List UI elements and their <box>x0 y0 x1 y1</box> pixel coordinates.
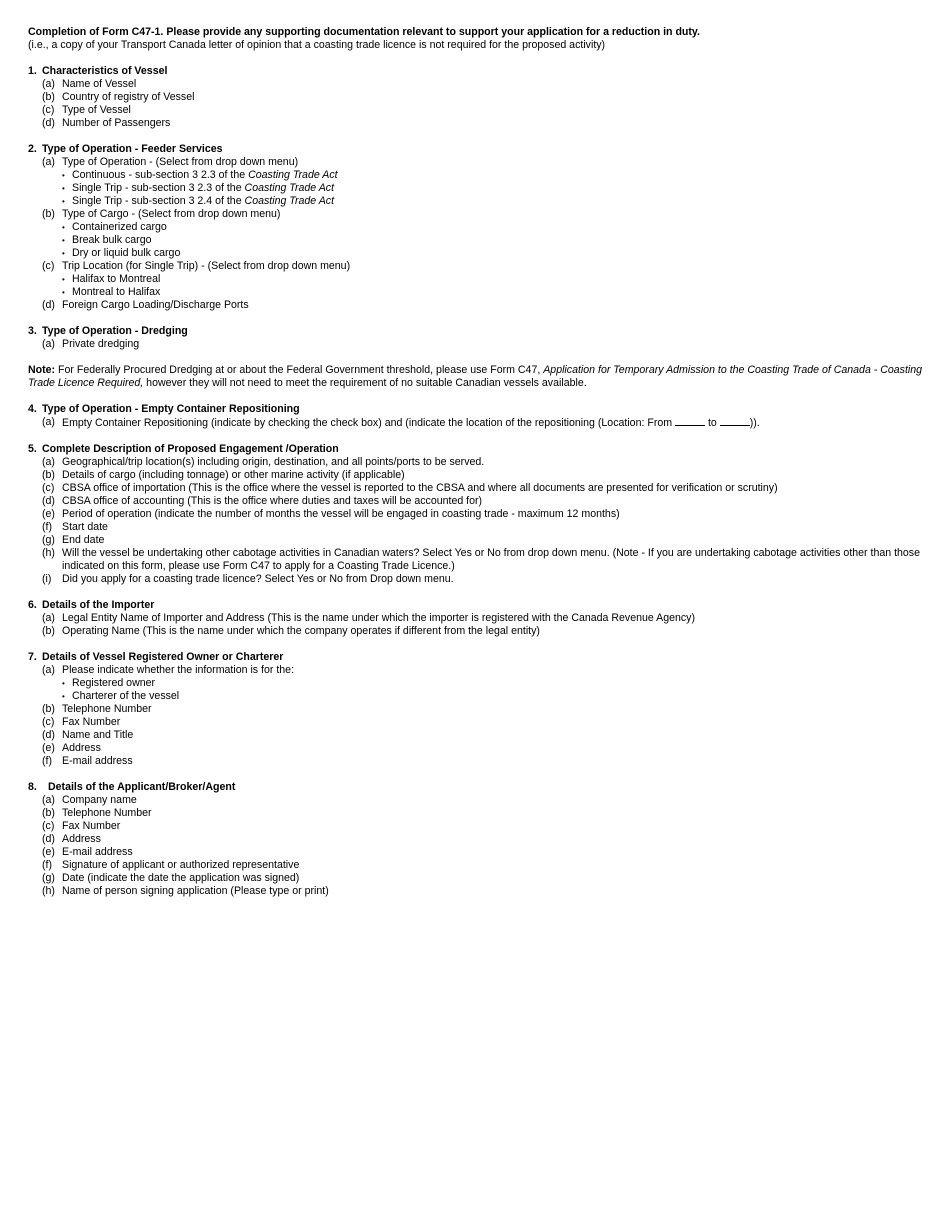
bullet-item: • Charterer of the vessel <box>28 690 930 703</box>
section-title: 7. Details of Vessel Registered Owner or Charterer <box>28 651 284 663</box>
list-item: (b) Details of cargo (including tonnage) or other marine activity (if applicable) <box>42 469 405 481</box>
section-title: 3. Type of Operation - Dredging <box>28 325 188 337</box>
bullet-item: • Containerized cargo <box>28 221 930 234</box>
list-item: (c) Trip Location (for Single Trip) - (Select from drop down menu) <box>42 260 351 272</box>
section-vessel-characteristics <box>28 65 930 130</box>
list-item: (a) Please indicate whether the information is for the: <box>42 664 295 676</box>
list-item: (f) Start date <box>42 521 108 533</box>
blank-line <box>675 416 705 426</box>
bullet-item: • Montreal to Halifax <box>28 286 930 299</box>
list-item: (h) Name of person signing application (Please type or print) <box>42 885 329 897</box>
list-item: (a) Company name <box>42 794 137 806</box>
intro-lead: Completion of Form C47-1. Please provide any supporting documentation relevant to support your application for a reduction in duty. <box>28 26 700 38</box>
list-item: (e) Period of operation (indicate the number of months the vessel will be engaged in coasting trade - maximum 12 months) <box>42 508 620 520</box>
section-title: 2. Type of Operation - Feeder Services <box>28 143 223 155</box>
list-item: (b) Operating Name (This is the name under which the company operates if different from the legal entity) <box>42 625 540 637</box>
bullet-item: • Break bulk cargo <box>28 234 930 247</box>
list-item: (f) Signature of applicant or authorized representative <box>42 859 300 871</box>
section-title: 8. Details of the Applicant/Broker/Agent <box>28 781 236 793</box>
blank-line <box>720 416 750 426</box>
bullet-item: • Continuous - sub-section 3 2.3 of the Coasting Trade Act <box>28 169 930 182</box>
list-item: (d) Number of Passengers <box>42 117 171 129</box>
section-proposed-engagement <box>28 443 930 586</box>
list-item: (g) Date (indicate the date the application was signed) <box>42 872 300 884</box>
list-item: (d) CBSA office of accounting (This is the office where duties and taxes will be accounted for) <box>42 495 483 507</box>
list-item: (f) E-mail address <box>42 755 133 767</box>
bullet-item: • Halifax to Montreal <box>28 273 930 286</box>
list-item: (a) Type of Operation - (Select from drop down menu) <box>42 156 299 168</box>
list-item: (d) Foreign Cargo Loading/Discharge Ports <box>42 299 249 311</box>
list-item: (e) E-mail address <box>42 846 133 858</box>
section-vessel-owner <box>28 651 930 768</box>
section-title: 4. Type of Operation - Empty Container Repositioning <box>28 403 300 415</box>
list-item: (e) Address <box>42 742 101 754</box>
list-item: (c) Fax Number <box>42 820 121 832</box>
dredging-note: Note: For Federally Procured Dredging at or about the Federal Government threshold, please use Form C47, Application for Temporary Admission to the Coasting Trade of Canada - Coasting Trade Licence Required, however they will not need to meet the requirement of no suitable Canadian vessels available. <box>28 364 923 389</box>
list-item: (b) Country of registry of Vessel <box>42 91 195 103</box>
intro <box>28 26 930 52</box>
section-importer <box>28 599 930 638</box>
list-item: (g) End date <box>42 534 105 546</box>
section-title: 5. Complete Description of Proposed Engagement /Operation <box>28 443 339 455</box>
bullet-item: • Single Trip - sub-section 3 2.3 of the Coasting Trade Act <box>28 182 930 195</box>
list-item: (c) CBSA office of importation (This is the office where the vessel is reported to the CBSA and where all documents are presented for verification or scrutiny) <box>42 482 778 494</box>
list-item: (b) Telephone Number <box>42 807 152 819</box>
list-item: (c) Type of Vessel <box>42 104 131 116</box>
list-item: (a) Private dredging <box>42 338 140 350</box>
section-feeder-services <box>28 143 930 312</box>
list-item: (a) Empty Container Repositioning (indicate by checking the check box) and (indicate the location of the repositioning (Location: From to )). <box>42 416 760 429</box>
section-title: 6. Details of the Importer <box>28 599 155 611</box>
bullet-item: • Registered owner <box>28 677 930 690</box>
bullet-item: • Single Trip - sub-section 3 2.4 of the Coasting Trade Act <box>28 195 930 208</box>
list-item: (a) Geographical/trip location(s) including origin, destination, and all points/ports to be served. <box>42 456 485 468</box>
section-container-repositioning <box>28 403 930 430</box>
section-dredging <box>28 325 930 351</box>
list-item: (i) Did you apply for a coasting trade licence? Select Yes or No from Drop down menu. <box>42 573 454 585</box>
section-applicant <box>28 781 930 898</box>
list-item: (c) Fax Number <box>42 716 121 728</box>
section-title: 1. Characteristics of Vessel <box>28 65 168 77</box>
list-item: (a) Legal Entity Name of Importer and Address (This is the name under which the importer is registered with the Canada Revenue Agency) <box>42 612 696 624</box>
list-item: (d) Address <box>42 833 101 845</box>
list-item: (d) Name and Title <box>42 729 134 741</box>
list-item: (b) Type of Cargo - (Select from drop down menu) <box>42 208 281 220</box>
list-item: (a) Name of Vessel <box>42 78 137 90</box>
list-item: (h) Will the vessel be undertaking other cabotage activities in Canadian waters? Select Yes or No from drop down menu. (Note - If you are undertaking cabotage activities other than those indicated on this form, please use Form C47 to apply for a Coasting Trade Licence.) <box>42 547 920 572</box>
list-item: (b) Telephone Number <box>42 703 152 715</box>
bullet-item: • Dry or liquid bulk cargo <box>28 247 930 260</box>
intro-sub: (i.e., a copy of your Transport Canada letter of opinion that a coasting trade licence is not required for the proposed activity) <box>28 39 606 51</box>
